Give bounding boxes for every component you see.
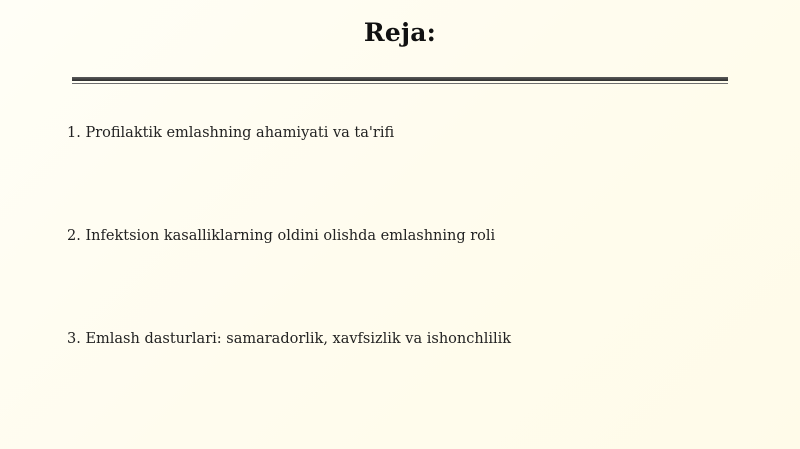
slide-title: Reja: (363, 18, 437, 47)
divider-thick-line (72, 77, 728, 81)
divider-thin-line (72, 83, 728, 84)
agenda-item: 1. Profilaktik emlashning ahamiyati va ta'rifi (67, 125, 395, 141)
agenda-item: 3. Emlash dasturlari: samaradorlik, xavfsizlik va ishonchlilik (67, 331, 512, 347)
agenda-item: 2. Infektsion kasalliklarning oldini olishda emlashning roli (67, 228, 496, 244)
title-divider (72, 77, 728, 87)
